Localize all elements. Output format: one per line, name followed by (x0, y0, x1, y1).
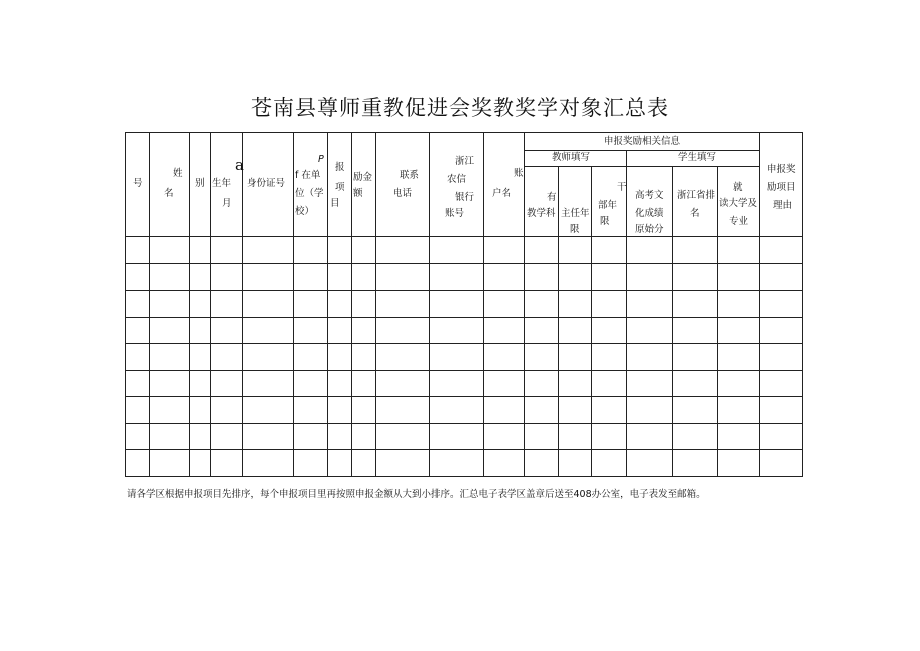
header-unit-3: 校） (295, 206, 315, 217)
header-teacher-col-3c: 限 (600, 216, 610, 227)
header-name-1: 姓 (173, 168, 183, 179)
header-birth-mark: a (235, 156, 244, 174)
header-reason-2: 励项目 (767, 182, 796, 193)
header-unit-1: f 在单 (295, 170, 321, 181)
summary-table (125, 132, 803, 477)
header-unit-mark: P (318, 154, 324, 165)
header-name-2: 名 (164, 188, 174, 199)
header-teacher-col-1a: 有 (547, 192, 557, 203)
header-amount-1: 励金 (353, 172, 373, 183)
header-teacher-col-3b: 部年 (598, 200, 618, 211)
header-bank-1: 浙江 (455, 156, 475, 167)
header-amount-2: 额 (353, 188, 363, 199)
footnote: 请各学区根据申报项目先排序，每个申报项目里再按照申报金额从大到小排序。汇总电子表学区盖章后送至408办公室，电子表发至邮箱。 (127, 489, 706, 500)
header-reason-3: 理由 (773, 200, 793, 211)
header-unit-2: 位（学 (295, 188, 324, 199)
header-birth-2: 月 (222, 198, 232, 209)
header-student-col-1b: 化成绩 (635, 208, 664, 219)
header-phone-2: 电话 (393, 188, 413, 199)
page-title: 苍南县尊师重教促进会奖教奖学对象汇总表 (251, 96, 669, 120)
header-number: 号 (133, 178, 143, 189)
header-bank-4: 账号 (445, 208, 465, 219)
header-group-info: 申报奖励相关信息 (604, 136, 681, 147)
header-student-col-1c: 原始分 (635, 224, 664, 235)
header-bank-3: 银行 (455, 192, 475, 203)
header-student-col-2a: 浙江省排 (677, 190, 716, 201)
header-gender: 别 (195, 178, 205, 189)
header-student-col-3b: 读大学及 (719, 198, 758, 209)
header-teacher-col-1b: 教学科 (527, 208, 556, 219)
header-student-col-3c: 专业 (729, 216, 749, 227)
header-student-col-1a: 高考文 (635, 190, 664, 201)
header-birth-1: 生年 (212, 178, 232, 189)
header-phone-1: 联系 (400, 170, 420, 181)
header-teacher-fill: 教师填写 (552, 152, 591, 163)
header-student-col-2b: 名 (690, 208, 700, 219)
header-account-1: 账 (514, 168, 524, 179)
header-reason-1: 申报奖 (767, 164, 796, 175)
header-teacher-col-2a: 主任年 (561, 208, 590, 219)
header-student-fill: 学生填写 (678, 152, 717, 163)
header-student-col-3a: 就 (733, 182, 743, 193)
header-teacher-col-3a: 干 (617, 182, 627, 193)
header-item-3: 目 (330, 198, 340, 209)
header-account-2: 户名 (492, 188, 512, 199)
header-teacher-col-2b: 限 (570, 224, 580, 235)
header-item-1: 报 (335, 162, 345, 173)
header-id-number: 身份证号 (247, 178, 286, 189)
header-item-2: 项 (335, 182, 345, 193)
header-bank-2: 农信 (447, 174, 467, 185)
